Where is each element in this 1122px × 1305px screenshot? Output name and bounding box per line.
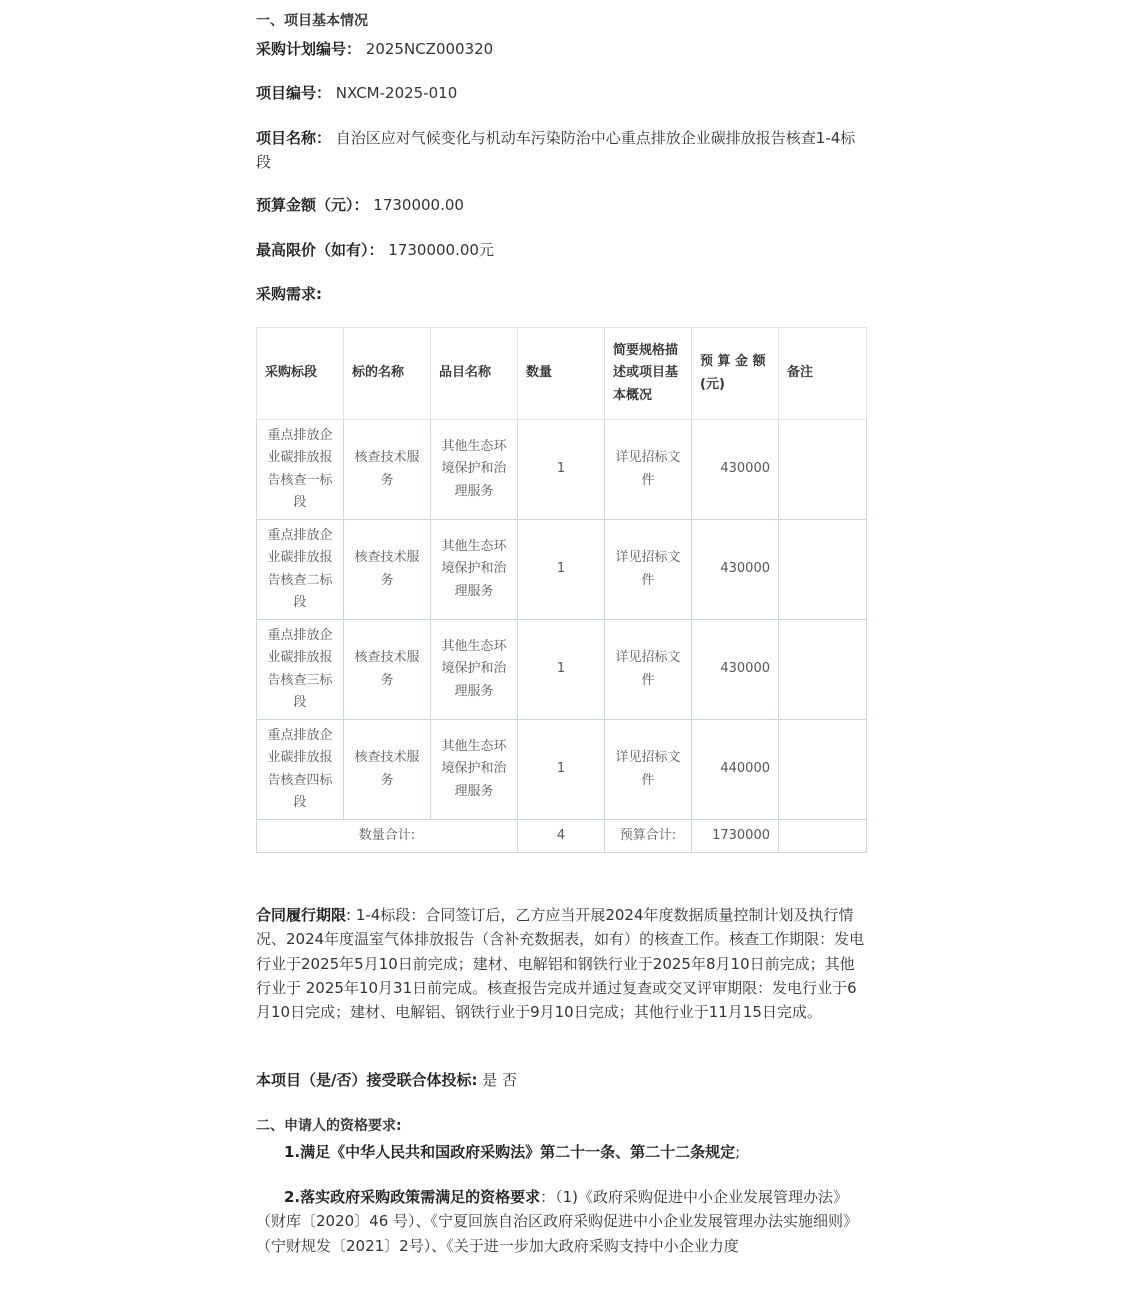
contract-period-label: 合同履行期限 <box>256 906 347 924</box>
procurement-plan-number <box>256 37 868 61</box>
cell-category: 其他生态环境保护和治理服务 <box>431 720 518 820</box>
contract-period-text: : 1-4标段：合同签订后，乙方应当开展2024年度数据质量控制计划及执行情况、2024年度温室气体排放报告（含补充数据表，如有）的核查工作。核查工作期限：发电行业于2025年5月10日前完成；建材、电解铝和钢铁行业于2025年8月10日前完成；其他行业于 2025年10月31日前完成。核查报告完成并通过复查或交叉评审期限：发电行业于6月10日完成；建材、电解铝、钢铁行业于9月10日完成；其他行业于11月15日完成。 <box>256 906 865 1022</box>
header-budget: 预 算 金 额 (元) <box>692 328 779 420</box>
field-label: 最高限价（如有）： <box>256 241 384 259</box>
total-budget-value: 1730000 <box>692 820 779 853</box>
field-label: 项目名称： <box>256 129 332 147</box>
field-value: NXCM-2025-010 <box>335 84 458 102</box>
table-row <box>257 720 867 820</box>
total-quantity-label: 数量合计: <box>257 820 518 853</box>
cell-subject: 核查技术服务 <box>344 420 431 520</box>
qualification-item-2-title: 2.落实政府采购政策需满足的资格要求 <box>284 1188 541 1206</box>
cell-subject: 核查技术服务 <box>344 520 431 620</box>
budget-amount <box>256 193 868 217</box>
cell-quantity: 1 <box>518 520 605 620</box>
cell-budget: 440000 <box>692 720 779 820</box>
cell-category: 其他生态环境保护和治理服务 <box>431 520 518 620</box>
cell-budget: 430000 <box>692 620 779 720</box>
field-value: 自治区应对气候变化与机动车污染防治中心重点排放企业碳排放报告核查1-4标段 <box>256 129 856 171</box>
cell-remark <box>779 420 867 520</box>
cell-spec: 详见招标文件 <box>605 420 692 520</box>
consortium-bidding <box>256 1068 868 1092</box>
qualification-item-1-text: 1.满足《中华人民共和国政府采购法》第二十一条、第二十二条规定 <box>284 1143 736 1161</box>
table-row <box>257 420 867 520</box>
table-header-row <box>257 328 867 420</box>
header-remark: 备注 <box>779 328 867 420</box>
qualification-item-2 <box>256 1185 868 1258</box>
header-category: 品目名称 <box>431 328 518 420</box>
cell-category: 其他生态环境保护和治理服务 <box>431 620 518 720</box>
cell-segment: 重点排放企业碳排放报告核查一标段 <box>257 420 344 520</box>
header-quantity: 数量 <box>518 328 605 420</box>
cell-spec: 详见招标文件 <box>605 520 692 620</box>
table-row <box>257 520 867 620</box>
field-label: 采购计划编号： <box>256 40 362 58</box>
cell-segment: 重点排放企业碳排放报告核查二标段 <box>257 520 344 620</box>
cell-quantity: 1 <box>518 420 605 520</box>
consortium-options: 是 否 <box>482 1071 518 1089</box>
field-value: 2025NCZ000320 <box>365 40 494 58</box>
consortium-label: 本项目（是/否）接受联合体投标: <box>256 1071 478 1089</box>
cell-remark <box>779 520 867 620</box>
contract-period <box>256 903 868 1024</box>
project-name <box>256 126 868 174</box>
cell-remark <box>779 720 867 820</box>
field-label: 预算金额（元）： <box>256 196 369 214</box>
requirements-table <box>256 327 867 853</box>
qualification-item-1 <box>256 1140 868 1164</box>
cell-budget: 430000 <box>692 520 779 620</box>
section-title-basic-info: 一、项目基本情况 <box>256 13 368 29</box>
cell-quantity: 1 <box>518 720 605 820</box>
cell-subject: 核查技术服务 <box>344 620 431 720</box>
table-total-row <box>257 820 867 853</box>
cell-spec: 详见招标文件 <box>605 620 692 720</box>
qualification-item-2-text: ：（1)《政府采购促进中小企业发展管理办法》（财库〔2020〕46 号）、《宁夏回族自治区政府采购促进中小企业发展管理办法实施细则》（宁财规发〔2021〕2号）、《关于进一步加大政府采购支持中小企业力度 <box>256 1188 859 1255</box>
header-spec: 简要规格描述或项目基本概况 <box>605 328 692 420</box>
header-subject: 标的名称 <box>344 328 431 420</box>
cell-remark <box>779 620 867 720</box>
cell-spec: 详见招标文件 <box>605 720 692 820</box>
total-remark <box>779 820 867 853</box>
table-row <box>257 620 867 720</box>
field-value: 1730000.00元 <box>388 241 494 259</box>
header-segment: 采购标段 <box>257 328 344 420</box>
cell-segment: 重点排放企业碳排放报告核查四标段 <box>257 720 344 820</box>
field-label: 采购需求: <box>256 285 322 303</box>
cell-quantity: 1 <box>518 620 605 720</box>
field-value: 1730000.00 <box>373 196 464 214</box>
project-number <box>256 81 868 105</box>
qualification-item-1-tail: ; <box>735 1143 741 1161</box>
cell-subject: 核查技术服务 <box>344 720 431 820</box>
cell-category: 其他生态环境保护和治理服务 <box>431 420 518 520</box>
field-label: 项目编号： <box>256 84 332 102</box>
total-quantity-value: 4 <box>518 820 605 853</box>
cell-segment: 重点排放企业碳排放报告核查三标段 <box>257 620 344 720</box>
section-title-qualifications: 二、申请人的资格要求: <box>256 1118 402 1134</box>
max-price <box>256 238 868 262</box>
procurement-requirements-label <box>256 282 868 306</box>
total-budget-label: 预算合计: <box>605 820 692 853</box>
cell-budget: 430000 <box>692 420 779 520</box>
